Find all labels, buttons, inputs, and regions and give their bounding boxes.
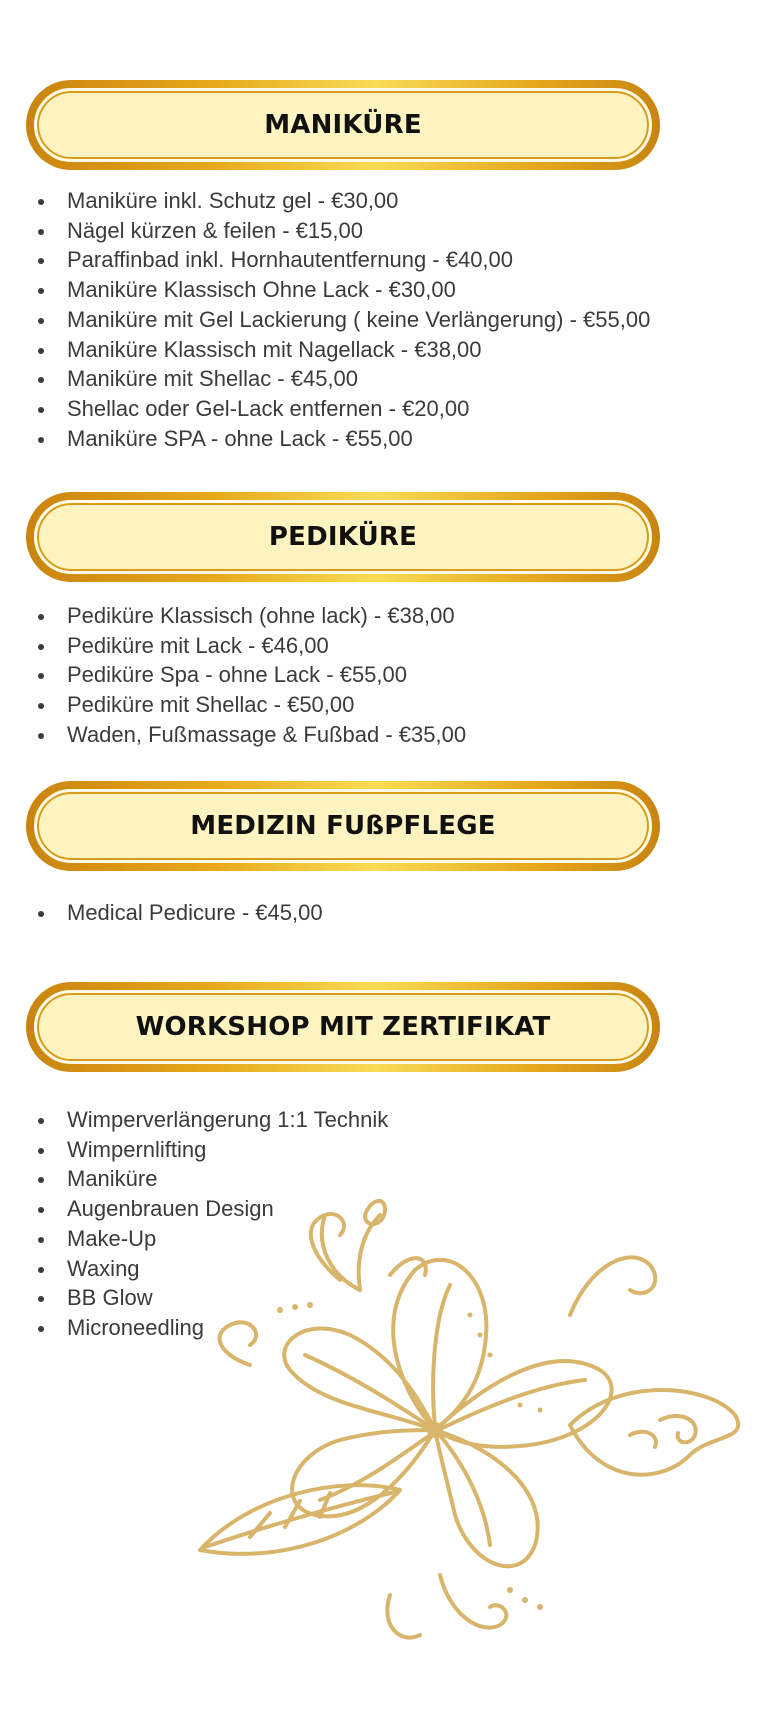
frangipani-flower-icon	[190, 1195, 760, 1655]
banner-inner	[34, 990, 652, 1064]
list-item: Maniküre Klassisch mit Nagellack - €38,00	[36, 335, 650, 365]
banner-inner	[34, 789, 652, 863]
list-item: Waden, Fußmassage & Fußbad - €35,00	[36, 720, 466, 750]
list-item: Medical Pedicure - €45,00	[36, 898, 323, 928]
list-item: Wimpernlifting	[36, 1135, 388, 1165]
list-item: Pediküre Spa - ohne Lack - €55,00	[36, 660, 466, 690]
list-item: Make-Up	[36, 1224, 388, 1254]
list-item: Paraffinbad inkl. Hornhautentfernung - €40,00	[36, 245, 650, 275]
section-title: PEDIKÜRE	[268, 522, 418, 552]
price-list-manikure	[36, 186, 650, 453]
list-item: Pediküre Klassisch (ohne lack) - €38,00	[36, 601, 466, 631]
list-item: Pediküre mit Shellac - €50,00	[36, 690, 466, 720]
section-title: MANIKÜRE	[264, 110, 422, 140]
list-item: Wimperverlängerung 1:1 Technik	[36, 1105, 388, 1135]
section-banner-medizin-fusspflege	[26, 781, 660, 871]
section-title: MEDIZIN FUßPFLEGE	[190, 811, 496, 841]
list-item: Maniküre	[36, 1164, 388, 1194]
list-item: Pediküre mit Lack - €46,00	[36, 631, 466, 661]
banner-inner	[34, 88, 652, 162]
list-item: Shellac oder Gel-Lack entfernen - €20,00	[36, 394, 650, 424]
section-title: WORKSHOP MIT ZERTIFIKAT	[135, 1012, 551, 1042]
section-banner-workshop	[26, 982, 660, 1072]
list-item: Waxing	[36, 1254, 388, 1284]
list-item: Maniküre mit Gel Lackierung ( keine Verlängerung) - €55,00	[36, 305, 650, 335]
list-item: Maniküre SPA - ohne Lack - €55,00	[36, 424, 650, 454]
section-banner-pedikure	[26, 492, 660, 582]
list-item: Maniküre Klassisch Ohne Lack - €30,00	[36, 275, 650, 305]
list-item: Maniküre mit Shellac - €45,00	[36, 364, 650, 394]
section-banner-manikure	[26, 80, 660, 170]
price-list-pedikure	[36, 601, 466, 750]
list-item: Augenbrauen Design	[36, 1194, 388, 1224]
price-list-medizin	[36, 898, 323, 928]
list-item: Maniküre inkl. Schutz gel - €30,00	[36, 186, 650, 216]
list-item: BB Glow	[36, 1283, 388, 1313]
list-item: Microneedling	[36, 1313, 388, 1343]
list-item: Nägel kürzen & feilen - €15,00	[36, 216, 650, 246]
banner-inner	[34, 500, 652, 574]
